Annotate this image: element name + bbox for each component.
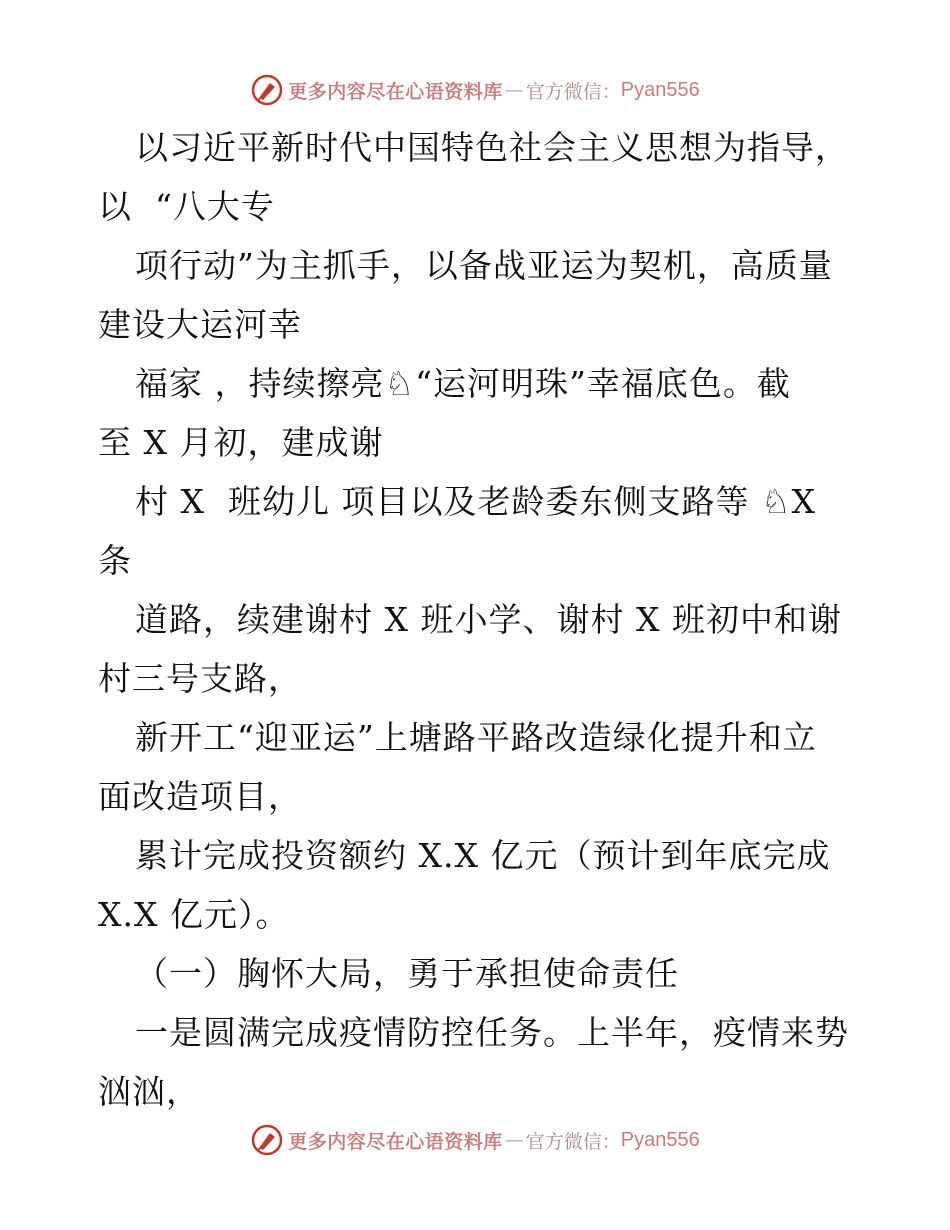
pen-nib-logo-icon bbox=[250, 73, 284, 107]
text-line: 至 X 月初，建成谢 bbox=[98, 423, 384, 462]
text-line: 新开工“迎亚运”上塘路平路改造绿化提升和立 bbox=[135, 718, 817, 757]
text-line: 项行动”为主抓手，以备战亚运为契机，高质量 bbox=[135, 246, 833, 285]
footer-watermark bbox=[0, 1120, 950, 1160]
text-line: 村三号支路， bbox=[98, 659, 302, 698]
text-line: 福家 ，持续擦亮♘“运河明珠”幸福底色。截 bbox=[135, 364, 791, 403]
header-wechat-id: Pyan556 bbox=[620, 78, 700, 101]
text-line: 面改造项目， bbox=[98, 777, 302, 816]
text-line: 条 bbox=[98, 541, 132, 580]
text-line: 以 “八大专 bbox=[98, 187, 275, 226]
section-heading: （一）胸怀大局，勇于承担使命责任 bbox=[135, 954, 679, 993]
pen-nib-logo-icon bbox=[250, 1123, 284, 1157]
footer-wechat-id: Pyan556 bbox=[620, 1128, 700, 1151]
footer-site-text: 更多内容尽在心语资料库 bbox=[288, 1130, 503, 1153]
footer-wechat-label: 官方微信： bbox=[525, 1130, 621, 1153]
text-line: 以习近平新时代中国特色社会主义思想为指导， bbox=[135, 128, 849, 167]
header-wechat-label: 官方微信： bbox=[525, 80, 621, 103]
text-line: 累计完成投资额约 X.X 亿元（预计到年底完成 bbox=[135, 836, 831, 875]
header-separator: — bbox=[504, 79, 524, 101]
text-line: 一是圆满完成疫情防控任务。上半年，疫情来势 bbox=[135, 1013, 849, 1052]
header-watermark bbox=[0, 70, 950, 110]
header-site-text: 更多内容尽在心语资料库 bbox=[288, 80, 503, 103]
document-body bbox=[98, 118, 858, 1121]
text-line: 汹汹， bbox=[98, 1072, 200, 1111]
footer-separator: — bbox=[504, 1129, 524, 1151]
text-line: X.X 亿元）。 bbox=[98, 895, 290, 934]
text-line: 道路，续建谢村 X 班小学、谢村 X 班初中和谢 bbox=[135, 600, 842, 639]
text-line: 村 X 班幼儿 项目以及老龄委东侧支路等 ♘X bbox=[135, 482, 817, 521]
text-line: 建设大运河幸 bbox=[98, 305, 302, 344]
